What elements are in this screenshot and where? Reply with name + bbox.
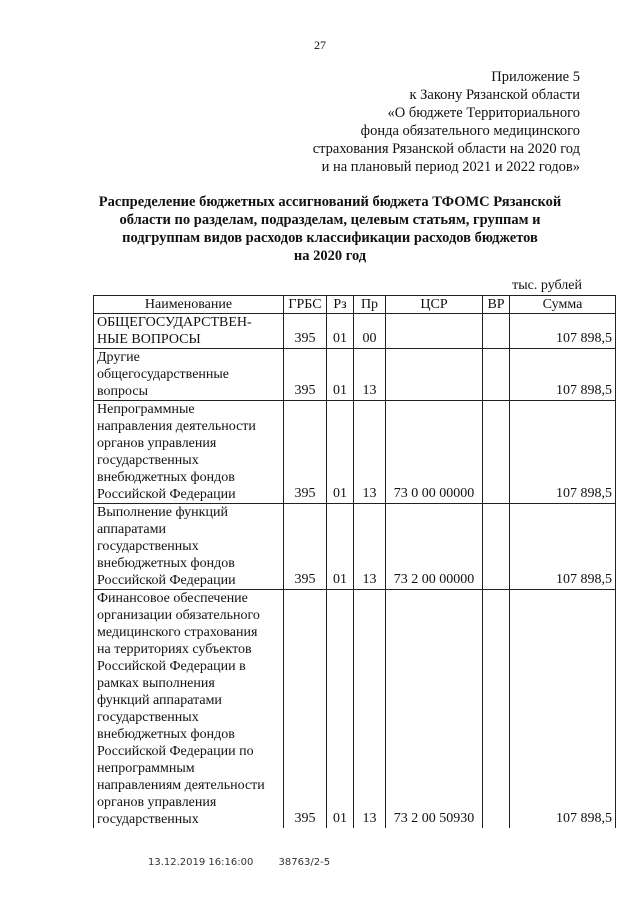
- name-line: государственных: [97, 812, 199, 827]
- name-line: ОБЩЕГОСУДАРСТВЕН-: [97, 315, 252, 330]
- cell-rz: 01: [327, 590, 354, 829]
- cell-rz: 01: [327, 401, 354, 504]
- name-line: непрограммным: [97, 761, 195, 776]
- header-rz: Рз: [327, 296, 354, 314]
- name-line: внебюджетных фондов: [97, 556, 235, 571]
- appendix-header: [313, 68, 580, 176]
- name-line: медицинского страхования: [97, 625, 258, 640]
- header-grbs: ГРБС: [284, 296, 327, 314]
- appendix-line: Приложение 5: [491, 69, 580, 85]
- page-number: 27: [314, 38, 326, 52]
- cell-name: [94, 349, 284, 401]
- name-line: государственных: [97, 453, 199, 468]
- cell-grbs: 395: [284, 401, 327, 504]
- cell-csr: 73 0 00 00000: [386, 401, 483, 504]
- footer-timestamp: 13.12.2019 16:16:00: [148, 857, 254, 868]
- name-line: внебюджетных фондов: [97, 470, 235, 485]
- cell-rz: 01: [327, 349, 354, 401]
- header-vr: ВР: [483, 296, 510, 314]
- table-row: [94, 590, 616, 829]
- cell-sum: 107 898,5: [510, 504, 616, 590]
- cell-name: [94, 314, 284, 349]
- name-line: государственных: [97, 539, 199, 554]
- cell-pr: 13: [354, 349, 386, 401]
- table-row: [94, 314, 616, 349]
- cell-vr: [483, 590, 510, 829]
- appendix-line: страхования Рязанской области на 2020 год: [312, 141, 580, 157]
- cell-rz: 01: [327, 314, 354, 349]
- table-row: [94, 504, 616, 590]
- cell-vr: [483, 401, 510, 504]
- table-row: [94, 401, 616, 504]
- budget-table: [93, 295, 616, 828]
- cell-grbs: 395: [284, 314, 327, 349]
- footer-doc-code: 38763/2-5: [278, 857, 331, 868]
- name-line: функций аппаратами: [97, 693, 222, 708]
- title-line: подгруппам видов расходов классификации расходов бюджетов: [122, 230, 538, 246]
- appendix-line: «О бюджете Территориального: [387, 105, 580, 121]
- title-line: на 2020 год: [293, 248, 367, 264]
- cell-name: [94, 590, 284, 829]
- name-line: Российской Федерации: [97, 573, 236, 588]
- table-header-row: [94, 296, 616, 314]
- name-line: государственных: [97, 710, 199, 725]
- document-title: [80, 193, 580, 265]
- header-name: Наименование: [94, 296, 284, 314]
- name-line: общегосударственные: [97, 367, 230, 382]
- cell-grbs: 395: [284, 349, 327, 401]
- cell-grbs: 395: [284, 504, 327, 590]
- name-line: органов управления: [97, 795, 217, 810]
- name-line: на территориях субъектов: [97, 642, 252, 657]
- cell-vr: [483, 504, 510, 590]
- name-line: рамках выполнения: [97, 676, 215, 691]
- cell-csr: 73 2 00 50930: [386, 590, 483, 829]
- cell-name: [94, 401, 284, 504]
- cell-grbs: 395: [284, 590, 327, 829]
- name-line: НЫЕ ВОПРОСЫ: [97, 332, 201, 347]
- cell-name: [94, 504, 284, 590]
- cell-csr: 73 2 00 00000: [386, 504, 483, 590]
- name-line: направления деятельности: [97, 419, 256, 434]
- title-line: области по разделам, подразделам, целевым статьям, группам и: [119, 212, 541, 228]
- cell-sum: 107 898,5: [510, 314, 616, 349]
- header-sum: Сумма: [510, 296, 616, 314]
- name-line: направлениям деятельности: [97, 778, 265, 793]
- appendix-line: к Закону Рязанской области: [409, 87, 580, 103]
- cell-pr: 13: [354, 401, 386, 504]
- name-line: организации обязательного: [97, 608, 260, 623]
- cell-csr: [386, 349, 483, 401]
- table-row: [94, 349, 616, 401]
- cell-pr: 13: [354, 504, 386, 590]
- cell-vr: [483, 349, 510, 401]
- cell-csr: [386, 314, 483, 349]
- name-line: аппаратами: [97, 522, 166, 537]
- name-line: Другие: [97, 350, 140, 365]
- cell-sum: 107 898,5: [510, 349, 616, 401]
- name-line: Финансовое обеспечение: [97, 591, 248, 606]
- title-line: Распределение бюджетных ассигнований бюджета ТФОМС Рязанской: [98, 194, 562, 210]
- name-line: Российской Федерации по: [97, 744, 254, 759]
- name-line: вопросы: [97, 384, 148, 399]
- name-line: Российской Федерации в: [97, 659, 246, 674]
- cell-rz: 01: [327, 504, 354, 590]
- name-line: Выполнение функций: [97, 505, 228, 520]
- cell-pr: 13: [354, 590, 386, 829]
- footer-stamp: [148, 857, 352, 868]
- cell-pr: 00: [354, 314, 386, 349]
- name-line: Непрограммные: [97, 402, 195, 417]
- header-pr: Пр: [354, 296, 386, 314]
- appendix-line: фонда обязательного медицинского: [360, 123, 580, 139]
- name-line: внебюджетных фондов: [97, 727, 235, 742]
- name-line: органов управления: [97, 436, 217, 451]
- header-csr: ЦСР: [386, 296, 483, 314]
- name-line: Российской Федерации: [97, 487, 236, 502]
- cell-vr: [483, 314, 510, 349]
- cell-sum: 107 898,5: [510, 401, 616, 504]
- units-label: тыс. рублей: [512, 278, 582, 293]
- appendix-line: и на плановый период 2021 и 2022 годов»: [321, 159, 580, 175]
- cell-sum: 107 898,5: [510, 590, 616, 829]
